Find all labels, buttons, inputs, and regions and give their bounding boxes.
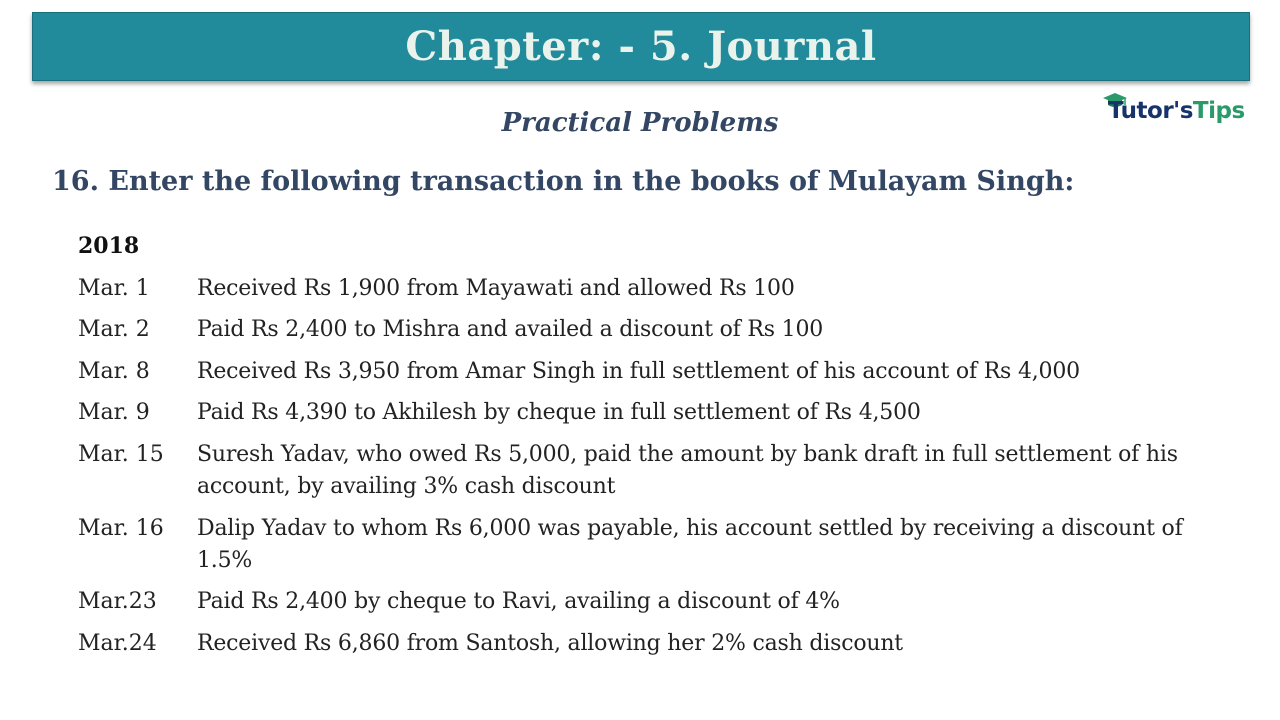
chapter-title: Chapter: - 5. Journal	[405, 23, 877, 70]
transaction-date: Mar. 15	[78, 442, 164, 467]
transaction-date: Mar. 1	[78, 276, 150, 301]
chapter-header-bar	[32, 12, 1250, 81]
logo-text-tutors: Tutor's	[1108, 98, 1193, 124]
transaction-date: Mar. 16	[78, 516, 164, 541]
transaction-description: Received Rs 3,950 from Amar Singh in full settlement of his account of Rs 4,000	[197, 359, 1080, 384]
transaction-description: Received Rs 1,900 from Mayawati and allowed Rs 100	[197, 276, 795, 301]
transaction-description: Received Rs 6,860 from Santosh, allowing her 2% cash discount	[197, 631, 903, 656]
transaction-description: Paid Rs 2,400 to Mishra and availed a discount of Rs 100	[197, 317, 824, 342]
section-subtitle: Practical Problems	[501, 108, 779, 138]
transaction-date: Mar.23	[78, 589, 157, 614]
logo-text-tips: Tips	[1192, 98, 1245, 124]
transaction-date: Mar. 8	[78, 359, 150, 384]
transaction-description: Paid Rs 4,390 to Akhilesh by cheque in full settlement of Rs 4,500	[197, 400, 921, 425]
transaction-date: Mar. 2	[78, 317, 150, 342]
transaction-date: Mar.24	[78, 631, 157, 656]
transaction-description: Suresh Yadav, who owed Rs 5,000, paid the amount by bank draft in full settlement of his account, by availing 3% cash discount	[197, 442, 1178, 499]
transaction-date: Mar. 9	[78, 400, 150, 425]
transaction-description: Paid Rs 2,400 by cheque to Ravi, availing a discount of 4%	[197, 589, 840, 614]
question-heading: 16. Enter the following transaction in the books of Mulayam Singh:	[52, 166, 1075, 197]
year-label: 2018	[78, 233, 140, 259]
transaction-description: Dalip Yadav to whom Rs 6,000 was payable, his account settled by receiving a discount of 1.5%	[197, 516, 1183, 573]
